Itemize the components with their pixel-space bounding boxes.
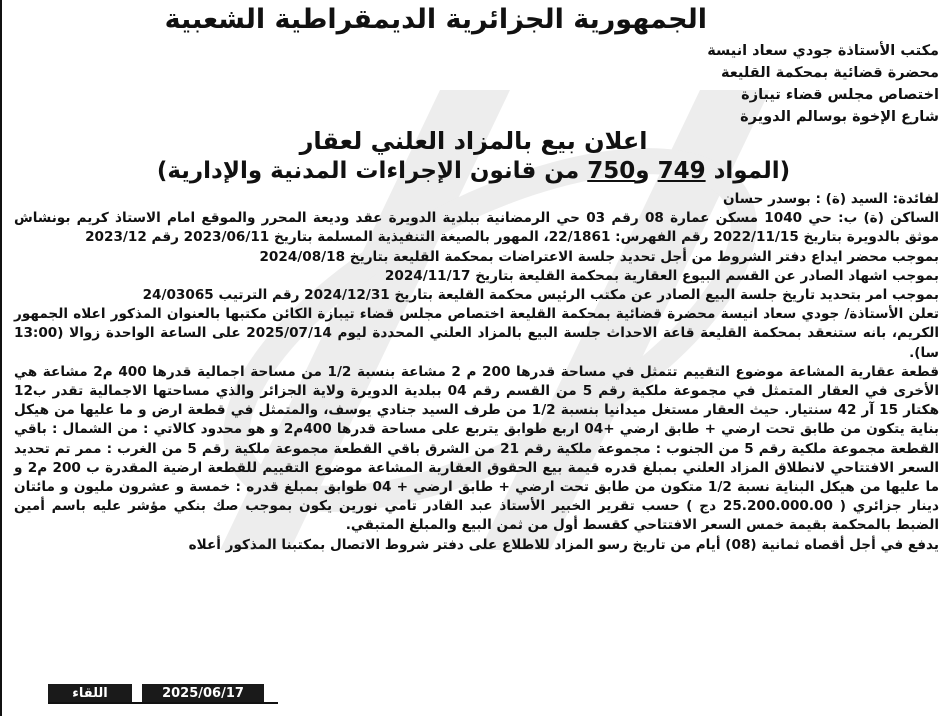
beneficiary-line: لفائدة: السيد (ة) : بوسدر حسان (723, 191, 939, 207)
basis-line-1: بموجب محضر ايداع دفتر الشروط من أجل تحديد جلسة الاعتراضات بمحكمة القليعة بتاريخ 2024/08/18 (259, 248, 939, 265)
article-749: 749 (657, 158, 706, 184)
office-jurisdiction: اختصاص مجلس قضاء تيبازة (741, 87, 939, 103)
left-border (0, 0, 2, 716)
notice-body (14, 190, 939, 555)
residence-paragraph: الساكن (ة) ب: حي 1040 مسكن عمارة 08 رقم 03 حي الرمضانية ببلدية الدويرة عقد وديعة المحرر والموقع امام الاستاذ كريم بونشاش موثق بالدويرة بتاريخ 2022/11/15 رقم الفهرس: 22/1861، المهور بالصيغة التنفيذية المسلمة بتاريخ 2023/06/11 رقم 2023/12 (14, 210, 939, 246)
office-address: شارع الإخوة بوسالم الدويرة (740, 109, 939, 125)
office-name: مكتب الأستاذة جودي سعاد انيسة (707, 43, 939, 59)
footer-rule (48, 702, 278, 704)
office-block (707, 40, 939, 128)
basis-line-2: بموجب اشهاد الصادر عن القسم البيوع العقارية بمحكمة القليعة بتاريخ 2024/11/17 (384, 267, 939, 284)
subtitle-rest: من قانون الإجراءات المدنية والإدارية) (156, 158, 588, 184)
office-court: محضرة قضائية بمحكمة القليعة (720, 65, 939, 81)
property-description: قطعة عقارية المشاعة موضوع التقييم تتمثل في مساحة قدرها 200 م 2 مشاعة بنسبة 1/2 من مساحة اجمالية قدرها 400 م2 مشاعة هي الأخرى في العقار المتمثل في مجموعة ملكية رقم 5 من القسم رقم 04 ببلدية الدويرة ولاية الجزائر والذي مساحتها الاجمالية تقدر ب12 هكتار 15 آر 42 سنتيار. حيث العقار مستغل ميدانيا بنسبة 1/2 من طرف السيد جنادي يوسف، والمتمثل في قطعة ارض و ما عليها من هيكل بناية يتكون من طابق تحت ارضي + طابق ارضي +04 اربع طوابق يتربع على مساحة قدرها 400م2 و هو محدود كالاتي : من الشمال : باقي القطعة مجموعة ملكية رقم 5 من الجنوب : مجموعة ملكية رقم 21 من الشرق باقي القطعة مجموعة ملكية رقم 5 من الغرب : ممر تم تحديد السعر الافتتاحي لانطلاق المزاد العلني بمبلغ قدره قيمة بيع الحقوق العقارية المشاعة موضوع التقييم للقطعة ارضية المقدرة ب 200 م2 و ما عليها من هيكل البناية نسبة 1/2 متكون من طابق تحت ارضي + طابق ارضي + 04 طوابق بمبلغ قدره : خمسة و عشرون مليون و مائتان دينار جزائري ( 25.200.000.00 دج ) حسب تقرير الخبير الأستاذ عبد القادر تامي نورين يكون بموجب صك بنكي مؤشر عليه باسم أمين الضبط بالمحكمة بقيمة خمس السعر الافتتاحي كقسط أول من ثمن البيع والمبلغ المتبقي. (14, 363, 940, 534)
publication-date: 2025/06/17 (142, 684, 264, 704)
notice-title: اعلان بيع بالمزاد العلني لعقار (299, 127, 648, 155)
subtitle-open: (المواد (705, 158, 791, 184)
payment-line: يدفع في أجل أقصاه ثمانية (08) أيام من تاريخ رسو المزاد للاطلاع على دفتر شروط الاتصال بمكتبنا المذكور أعلاه (188, 536, 939, 553)
newspaper-name: اللقاء (48, 684, 132, 704)
subtitle-and: و (635, 158, 658, 184)
announcement-paragraph: تعلن الأستاذة/ جودي سعاد انيسة محضرة قضائية بمحكمة القليعة اختصاص مجلس قضاء تيبازة الكائن مكتبها بالعنوان المذكور اعلاه الجمهور الكريم، بانه ستنعقد بمحكمة القليعة قاعة الاحداث جلسة البيع بالمزاد العلني المحددة ليوم 2025/07/14 على الساعة الواحدة زوالا (13:00 سا). (14, 306, 939, 361)
notice-subtitle (0, 158, 947, 184)
republic-heading: الجمهورية الجزائرية الديمقراطية الشعبية (164, 4, 707, 35)
article-750: 750 (587, 158, 636, 184)
basis-line-3: بموجب امر بتحديد تاريخ جلسة البيع الصادر عن مكتب الرئيس محكمة القليعة بتاريخ 2024/12/31 رقم الترتيب 24/03065 (142, 287, 939, 304)
